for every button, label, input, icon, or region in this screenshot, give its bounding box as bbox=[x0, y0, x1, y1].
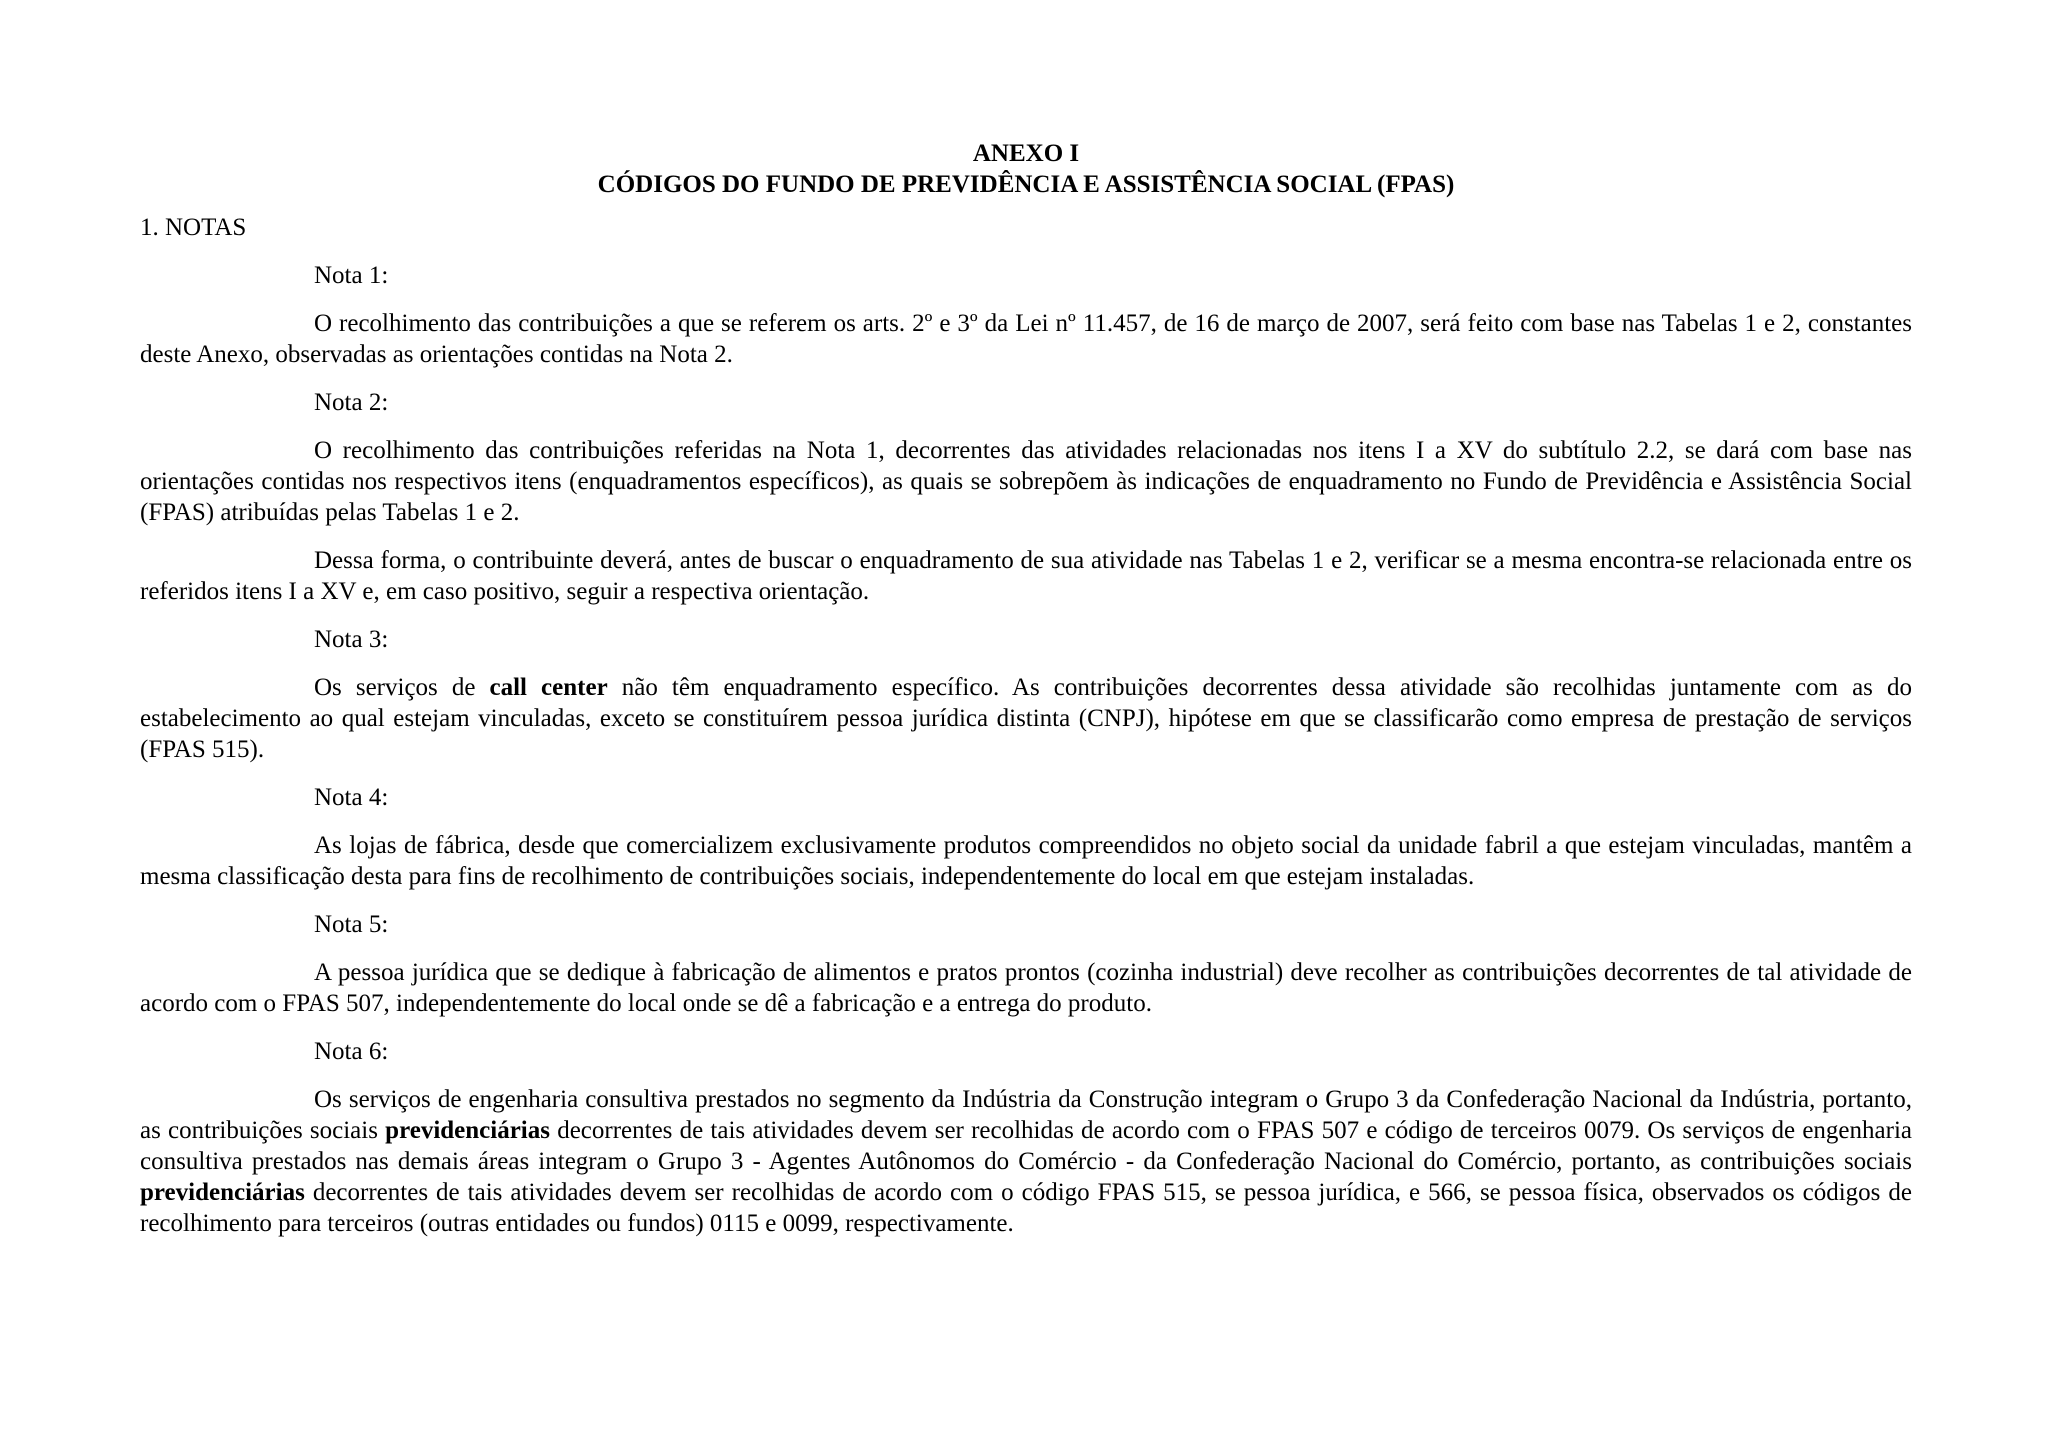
bold-term: previdenciárias bbox=[140, 1179, 305, 1206]
note-title: Nota 3: bbox=[314, 626, 389, 653]
note-title: Nota 1: bbox=[314, 262, 389, 289]
text-run: Os serviços de engenharia consultiva prestados no segmento da Indústria da Construção integram o Grupo 3 da Confederação Nacional da Indústria, portanto, as contribuições sociais bbox=[140, 1086, 1912, 1144]
text-run: Os serviços de bbox=[314, 674, 490, 701]
bold-term: call center bbox=[489, 674, 608, 701]
document-page bbox=[140, 138, 1912, 1256]
note-paragraph: O recolhimento das contribuições a que se referem os arts. 2º e 3º da Lei nº 11.457, de 16 de março de 2007, será feito com base nas Tabelas 1 e 2, constantes deste Anexo, observadas as orientações contidas na Nota 2. bbox=[140, 310, 1912, 368]
text-run: decorrentes de tais atividades devem ser recolhidas de acordo com o FPAS 507 e código de terceiros 0079. Os serviços de engenharia consultiva prestados nas demais áreas integram o Grupo 3 - Agentes Autônomos do Comércio - da Confederação Nacional do Comércio, portanto, as contribuições sociais bbox=[140, 1117, 1912, 1175]
document-subheading: CÓDIGOS DO FUNDO DE PREVIDÊNCIA E ASSISTÊNCIA SOCIAL (FPAS) bbox=[597, 171, 1455, 198]
note-paragraph: A pessoa jurídica que se dedique à fabricação de alimentos e pratos prontos (cozinha industrial) deve recolher as contribuições decorrentes de tal atividade de acordo com o FPAS 507, independentemente do local onde se dê a fabricação e a entrega do produto. bbox=[140, 959, 1912, 1017]
bold-term: previdenciárias bbox=[385, 1117, 550, 1144]
note-paragraph bbox=[140, 1084, 1912, 1239]
note-paragraph bbox=[140, 672, 1912, 765]
text-run: decorrentes de tais atividades devem ser recolhidas de acordo com o código FPAS 515, se pessoa jurídica, e 566, se pessoa física, observados os códigos de recolhimento para terceiros (outras entidades ou fundos) 0115 e 0099, respectivamente. bbox=[140, 1179, 1912, 1237]
text-run: não têm enquadramento específico. As contribuições decorrentes dessa atividade são recolhidas juntamente com as do estabelecimento ao qual estejam vinculadas, exceto se constituírem pessoa jurídica distinta (CNPJ), hipótese em que se classificarão como empresa de prestação de serviços (FPAS 515). bbox=[140, 674, 1912, 763]
note-title: Nota 5: bbox=[314, 911, 389, 938]
section-title: 1. NOTAS bbox=[140, 214, 247, 241]
note-title: Nota 2: bbox=[314, 389, 389, 416]
note-paragraph: O recolhimento das contribuições referidas na Nota 1, decorrentes das atividades relacionadas nos itens I a XV do subtítulo 2.2, se dará com base nas orientações contidas nos respectivos itens (enquadramentos específicos), as quais se sobrepõem às indicações de enquadramento no Fundo de Previdência e Assistência Social (FPAS) atribuídas pelas Tabelas 1 e 2. bbox=[140, 437, 1912, 526]
note-title: Nota 4: bbox=[314, 784, 389, 811]
note-title: Nota 6: bbox=[314, 1038, 389, 1065]
note-paragraph: Dessa forma, o contribuinte deverá, antes de buscar o enquadramento de sua atividade nas Tabelas 1 e 2, verificar se a mesma encontra-se relacionada entre os referidos itens I a XV e, em caso positivo, seguir a respectiva orientação. bbox=[140, 547, 1912, 605]
note-paragraph: As lojas de fábrica, desde que comercializem exclusivamente produtos compreendidos no objeto social da unidade fabril a que estejam vinculadas, mantêm a mesma classificação desta para fins de recolhimento de contribuições sociais, independentemente do local em que estejam instaladas. bbox=[140, 832, 1912, 890]
document-heading: ANEXO I bbox=[972, 140, 1080, 167]
